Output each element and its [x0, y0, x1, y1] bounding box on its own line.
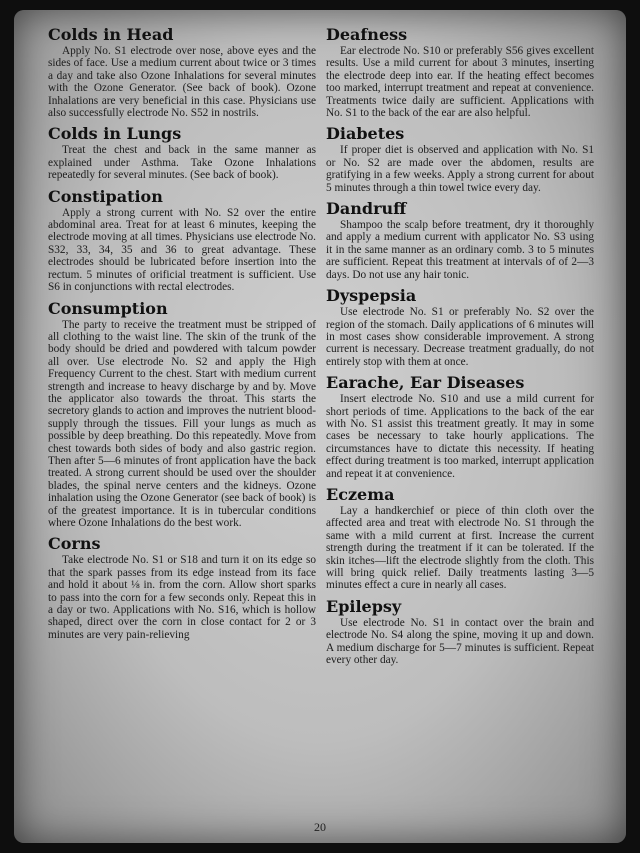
section-heading: Dyspepsia	[326, 286, 417, 306]
section-body: Apply a strong current with No. S2 over the entire abdominal area. Treat for at least 6 minutes, keeping the electrode moving at all times. Physicians use electrode No. S32, 33, 34, 35 and 36 to great advantage. These electrodes should be lubricated before insertion into the rectum. 5 minutes of orificial treatment is sufficient. Use S6 in conjunctions with rectal electrodes.	[48, 206, 316, 294]
section-body: Treat the chest and back in the same manner as explained under Asthma. Take Ozone Inhalations repeatedly for several minutes. (See back of book).	[48, 144, 316, 182]
section-heading: Colds in Head	[48, 25, 174, 44]
section-body: Insert electrode No. S10 and use a mild current for short periods of time. Applications to the back of the ear with No. S1 assist this treatment greatly. It may in some cases be necessary to take hourly applications. The circumstances have to dictate this necessity. If heating effect during treatment is too marked, interrupt application and repeat it at convenience.	[326, 393, 594, 480]
section-heading: Dandruff	[326, 199, 407, 219]
section-heading: Earache, Ear Diseases	[326, 373, 525, 393]
right-column	[326, 26, 594, 672]
section-heading: Colds in Lungs	[48, 124, 182, 144]
section-body: Shampoo the scalp before treatment, dry it thoroughly and apply a medium current with applicator No. S3 using it in the same manner as an ordinary comb. 3 to 5 minutes are sufficient. Repeat this treatment at intervals of of 2—3 days. Do not use any hair tonic.	[326, 219, 594, 281]
section-body: Lay a handkerchief or piece of thin cloth over the affected area and treat with electrode No. S1 through the same with a mild current at first. Increase the current strength during the treatment if it can be tolerated. If the skin itches—lift the electrode slightly from the cloth. This will bring quick relief. Daily treatments lasting 3—5 minutes effect a cure in nearly all cases.	[326, 504, 594, 592]
section-body: The party to receive the treatment must be stripped of all clothing to the waist line. The skin of the trunk of the body should be dried and powdered with talcum powder all over. Use electrode No. S2 and apply the High Frequency Current to the chest. Start with medium current strength and increase to heavy discharge by and by. Move the applicator also towards the throat. This starts the secretory glands to action and improves the nutrient blood-supply through the tissues. Fill your lungs as much as possible by deep breathing. Do this repeatedly. Move from chest towards both sides of body and also gastric region. Then after 5—6 minutes of front application have the back treated. A strong current should be used over the shoulder blades, the spinal nerve centers and the kidneys. Ozone inhalation using the Ozone Generator (see back of book) is of the greatest importance. It is in tubercular conditions where Ozone Inhalations do the best work.	[48, 318, 316, 529]
section-deafness	[326, 26, 594, 119]
section-colds-in-lungs	[48, 125, 316, 181]
section-heading: Epilepsy	[326, 596, 402, 616]
book-page	[14, 10, 626, 843]
section-diabetes	[326, 125, 594, 194]
section-eczema	[326, 486, 594, 592]
section-dandruff	[326, 200, 594, 281]
section-earache	[326, 374, 594, 480]
section-heading: Consumption	[48, 298, 168, 318]
page-number: 20	[314, 820, 326, 834]
section-constipation	[48, 188, 316, 294]
section-body: Use electrode No. S1 or preferably No. S2 over the region of the stomach. Daily applications of 6 minutes will in most cases show considerable improvement. A strong current is necessary. Decrease treatment gradually, do not entirely stop with them at once.	[326, 306, 594, 368]
section-epilepsy	[326, 598, 594, 667]
section-body: Apply No. S1 electrode over nose, above eyes and the sides of face. Use a medium current about twice or 3 times a day and take also Ozone Inhalations for several minutes with the Ozone Generator. (See back of book). Ozone Inhalations are very beneficial in this case. Physicians use also successfully electrode No. S52 in nostrils.	[48, 45, 316, 120]
section-heading: Constipation	[48, 186, 163, 206]
section-body: Use electrode No. S1 in contact over the brain and electrode No. S4 along the spine, moving it up and down. A medium discharge for 5—7 minutes is sufficient. Repeat every other day.	[326, 616, 594, 667]
section-heading: Diabetes	[326, 124, 405, 144]
section-heading: Deafness	[326, 25, 408, 44]
section-corns	[48, 535, 316, 641]
section-colds-in-head	[48, 26, 316, 119]
left-column	[48, 26, 316, 647]
section-heading: Eczema	[326, 484, 395, 504]
section-consumption	[48, 300, 316, 530]
section-body: Ear electrode No. S10 or preferably S56 gives excellent results. Use a mild current for about 3 minutes, inserting the electrode deep into ear. If the heating effect becomes too marked, interrupt treatment and repeat at convenience. Treatments twice daily are sufficient. Applications with No. S1 to the back of the ear are also helpful.	[326, 45, 594, 120]
section-heading: Corns	[48, 534, 101, 554]
section-body: If proper diet is observed and application with No. S1 or No. S2 are made over the abdomen, results are gratifying in a few weeks. Apply a strong current for about 5 minutes through a thin towel twice every day.	[326, 144, 594, 194]
section-dyspepsia	[326, 287, 594, 368]
section-body: Take electrode No. S1 or S18 and turn it on its edge so that the spark passes from its edge instead from its face and hold it about ⅛ in. from the corn. Allow short sparks to pass into the corn for a few seconds only. Repeat this in a day or two. Applications with No. S16, which is hollow shaped, direct over the corn in close contact for 2 or 3 minutes are very pain-relieving	[48, 554, 316, 641]
